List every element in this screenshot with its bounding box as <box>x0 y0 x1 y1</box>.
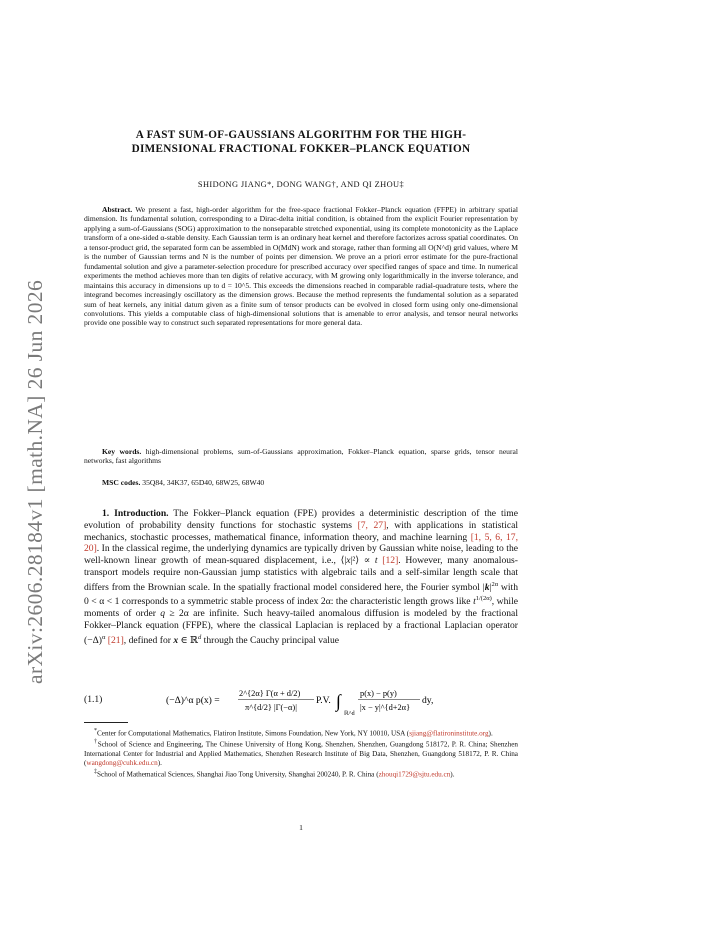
footnote-text: Center for Computational Mathematics, Flatiron Institute, Simons Foundation, New York, NY 10010, USA <box>97 729 405 738</box>
eq-coef-denominator: π^{d/2} |Γ(−α)| <box>245 703 297 712</box>
author-list <box>100 180 502 189</box>
equation-1-1 <box>84 683 518 719</box>
citation-link[interactable]: [1, 5, 6, 17, 20] <box>84 531 519 555</box>
keywords-text: high-dimensional problems, sum-of-Gaussians approximation, Fokker–Planck equation, sparse grids, tensor neural networks, fast algorithms <box>84 447 518 466</box>
eq-integrand-denominator: |x − y|^{d+2α} <box>360 703 411 712</box>
eq-integrand-numerator: p(x) − p(y) <box>360 689 397 698</box>
integral-sign: ∫ <box>336 691 341 711</box>
abstract-text: We present a fast, high-order algorithm for the free-space fractional Fokker–Planck equation (FFPE) in arbitrary spatial dimension. Its fundamental solution, corresponding to a Dirac-delta initial condition, is obtained from the explicit Fourier representation by applying a sum-of-Gaussians (SOG) approximation to the nonseparable stretched exponential, using its complete monotonicity as the Laplace transform of a one-sided α-stable density. Each Gaussian term is an ordinary heat kernel and therefore factorizes across spatial coordinates. On a tensor-product grid, the separated form can be assembled in O(MdN) work and storage, rather than forming all O(N^d) grid values, where M is the number of Gaussian terms and N is the number of points per dimension. We prove an a priori error estimate for the pure-fractional fundamental solution and give a parameter-selection procedure for prescribed accuracy over specified ranges of space and time. In numerical experiments the method achieves more than ten digits of relative accuracy, with M growing only logarithmically in the inverse tolerance, and maintains this accuracy in dimensions up to d = 10^5. This exceeds the dimensions reached in comparable radial-quadrature tests, where the integrand becomes increasingly oscillatory as the dimension grows. Because the method represents the fundamental solution as a separated sum of heat kernels, any initial datum given as a finite sum of tensor products can be evolved in closed form using only one-dimensional convolutions. This yields a computable class of high-dimensional solutions that is amenable to error analysis, and tensor neural networks provide one possible way to construct such separated representations for more general data. <box>84 205 519 328</box>
citation-link[interactable]: [7, 27] <box>357 519 387 531</box>
introduction-paragraph: 1. Introduction. The Fokker–Planck equation (FPE) provides a deterministic description of the time evolution of probability density functions for stochastic systems [7, 27], with applications in statistical mechanics, stochastic processes, mathematical finance, information theory, and machine learning [1, 5, 6, 17, 20]. In the classical regime, the underlying dynamics are typically driven by Gaussian white noise, leading to the well-known linear growth of mean-squared displacement, i.e., ⟨|x|²⟩ ∝ t [12]. However, many anomalous-transport models require non-Gaussian jump statistics with algebraic tails and a self-similar length scale that differs from the Brownian scale. In the spatially fractional model considered here, the Fourier symbol $|k|^{2\alpha}$ with 0 < α < 1 corresponds to a symmetric stable process of index 2α: the characteristic length grows like $t^{1/(2\alpha)}$, while moments of order q ≥ 2α are infinite. Such heavy-tailed anomalous diffusion is modeled by the fractional Fokker–Planck equation (FFPE), where the classical Laplacian is replaced by a fractional Laplacian operator $(-\Delta)^\alpha$ [21], defined for x ∈ ℝ$^d$ through the Cauchy principal value <box>84 508 519 647</box>
footnote-mark: ‡ <box>94 769 97 776</box>
email-link[interactable]: wangdong@cuhk.edu.cn <box>86 759 158 768</box>
page-number: 1 <box>299 823 303 832</box>
footnote-rule <box>84 722 128 723</box>
footnote-3: ‡School of Mathematical Sciences, Shanghai Jiao Tong University, Shanghai 200240, P. R. China (zhouqi1729@sjtu.edu.cn). <box>94 769 455 779</box>
section-heading: 1. Introduction. <box>102 508 169 519</box>
arxiv-identifier-stamp <box>16 232 50 688</box>
citation-link[interactable]: [21] <box>107 635 124 647</box>
keywords-label: Key words. <box>102 447 142 456</box>
footnote-1: *Center for Computational Mathematics, Flatiron Institute, Simons Foundation, New York, NY 10010, USA (sjiang@flatironinstitute.org). <box>94 728 493 738</box>
msc-codes <box>84 478 518 487</box>
footnote-mark: * <box>94 728 97 734</box>
authors-text: SHIDONG JIANG*, DONG WANG†, AND QI ZHOU‡ <box>197 180 405 189</box>
footnotes <box>84 727 518 780</box>
msc-label: MSC codes. <box>102 478 141 487</box>
eq-coef-numerator: 2^{2α} Γ(α + d/2) <box>239 689 301 698</box>
equation-number: (1.1) <box>84 694 103 705</box>
abstract-label: Abstract. <box>102 205 133 214</box>
eq-lhs: (−Δ)^α p(x) = <box>166 695 220 706</box>
equation-body <box>166 683 518 719</box>
abstract <box>84 205 518 328</box>
footnote-2: †School of Science and Engineering, The Chinese University of Hong Kong, Shenzhen, Shenzhen, Guangdong 518172, P. R. China; Shenzhen International Center for Industrial and Applied Mathematics, Shenzhen Research Institute of Big Data, Shenzhen, Guangdong 518172, P. R. China (wangdong@cuhk.edu.cn). <box>84 739 519 768</box>
keywords <box>84 447 518 466</box>
eq-pv: P.V. <box>316 695 331 706</box>
footnote-mark: † <box>94 739 98 746</box>
email-link[interactable]: zhouqi1729@sjtu.edu.cn <box>378 770 451 779</box>
email-link[interactable]: sjiang@flatironinstitute.org <box>409 729 489 738</box>
citation-link[interactable]: [12] <box>382 555 399 566</box>
footnote-text: School of Science and Engineering, The Chinese University of Hong Kong, Shenzhen, Shenzhen, Guangdong 518172, P. R. China; Shenzhen International Center for Industrial and Applied Mathematics, Shenzhen Research Institute of Big Data, Shenzhen, Guangdong 518172, P. R. China <box>84 740 519 758</box>
footnote-text: School of Mathematical Sciences, Shanghai Jiao Tong University, Shanghai 200240, P. R. China <box>97 770 375 779</box>
eq-domain: ℝ^d <box>344 711 355 717</box>
msc-text: 35Q84, 34K37, 65D40, 68W25, 68W40 <box>142 478 265 487</box>
paper-title: A FAST SUM-OF-GAUSSIANS ALGORITHM FOR THE HIGH-DIMENSIONAL FRACTIONAL FOKKER–PLANCK EQUATION <box>131 129 471 156</box>
eq-dy: dy, <box>422 695 434 706</box>
arxiv-id-text: arXiv:2606.28184v1 [math.NA] 26 Jun 2026 <box>23 279 47 684</box>
